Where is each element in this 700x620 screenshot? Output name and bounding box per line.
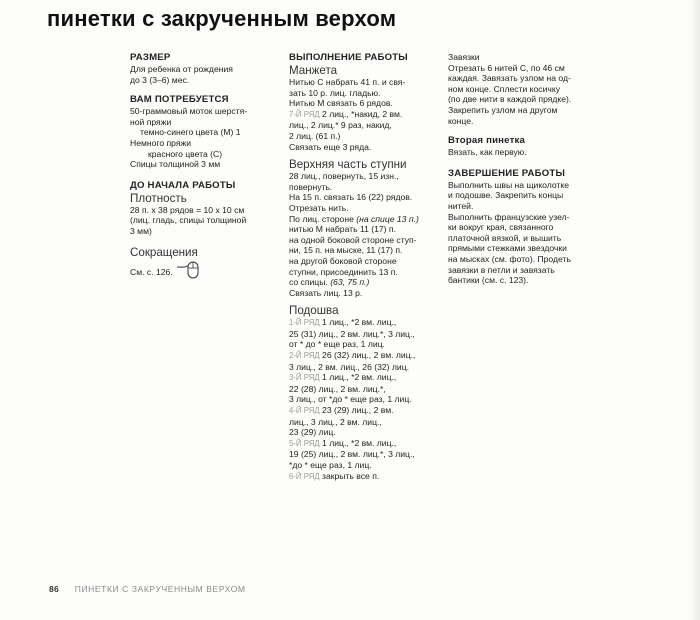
text: со спицы. — [289, 277, 331, 288]
row-text: 2 лиц., *накид, 2 вм. — [322, 108, 403, 119]
materials-line: Немного пряжи — [130, 137, 192, 148]
page-title: пинетки с закрученным верхом — [47, 6, 397, 31]
ties-line: каждая. Завязать узлом на од- — [448, 73, 571, 84]
cuff-line: Нитью С набрать 41 п. и свя- — [289, 77, 406, 87]
subheading-abbreviations: Сокращения — [130, 245, 198, 259]
density-line: 3 мм) — [130, 225, 152, 236]
materials-line: Спицы толщиной 3 мм — [130, 159, 221, 170]
finishing-line: нитей. — [448, 200, 474, 211]
sole-row-2 — [289, 350, 429, 362]
upper-foot-line: повернуть. — [289, 181, 333, 192]
heading-second-bootie: Вторая пинетка — [448, 135, 526, 147]
upper-foot-line: На 15 п. связать 16 (22) рядов. — [289, 192, 413, 203]
second-bootie-line: Вязать, как первую. — [448, 147, 527, 158]
finishing-line: платочной вязкой, и вышить — [448, 232, 562, 243]
row-text: закрыть все п. — [322, 470, 380, 481]
sole-row-5 — [289, 438, 429, 450]
heading-size: РАЗМЕР — [130, 52, 171, 63]
ties-line: Закрепить узлом на другом — [448, 104, 558, 115]
finishing-line: Выполнить французские узел- — [448, 211, 570, 222]
row-text: 23 (29) лиц., 2 вм. — [322, 405, 394, 416]
ties-line: (по две нити в каждой прядке). — [448, 94, 572, 105]
materials-line: красного цвета (С) — [148, 148, 223, 159]
heading-materials: ВАМ ПОТРЕБУЕТСЯ — [130, 94, 229, 106]
row-label: 6-Й РЯД — [289, 471, 320, 481]
density-line: 28 п. х 38 рядов = 10 х 10 см — [130, 204, 245, 215]
row-text: 1 лиц., *2 вм. лиц., — [322, 372, 397, 383]
row-text: 1 лиц., *2 вм. лиц., — [322, 317, 397, 328]
finishing-line: и подошве. Закрепить концы — [448, 190, 564, 201]
ties-line: ном конце. Сплести косичку — [448, 83, 561, 94]
column-instructions — [289, 52, 429, 482]
cuff-row-7 — [289, 109, 429, 121]
abbreviations-ref: См. с. 126. — [130, 266, 173, 277]
upper-foot-line — [289, 214, 429, 225]
sole-row-6 — [289, 471, 429, 483]
sole-row-4 — [289, 405, 429, 417]
sole-line: *до * еще раз, 1 лиц. — [289, 460, 372, 470]
row-label: 3-Й РЯД — [289, 373, 320, 383]
density-line: (лиц. гладь, спицы толщиной — [130, 215, 247, 226]
upper-foot-line — [289, 277, 429, 288]
sole-row-1 — [289, 317, 429, 329]
row-label: 4-Й РЯД — [289, 406, 320, 416]
upper-foot-line: Связать лиц. 13 р. — [289, 287, 363, 298]
subheading-cuff: Манжета — [289, 64, 338, 77]
cuff-line: лиц., 2 лиц.* 9 раз, накид, — [289, 120, 392, 131]
upper-foot-line: на одной боковой стороне ступ- — [289, 234, 417, 245]
cuff-line: зать 10 р. лиц. гладью. — [289, 87, 381, 98]
sole-line: 23 (29) лиц. — [289, 427, 336, 438]
materials-line: 50-граммовый моток шерстя- — [130, 106, 248, 117]
italic-note: (на спице 13 п.) — [356, 213, 419, 224]
row-label: 2-Й РЯД — [289, 351, 320, 361]
column-ties-finishing — [448, 52, 588, 286]
page-number: 86 — [49, 584, 60, 594]
upper-foot-line: 28 лиц., повернуть, 15 изн., — [289, 171, 399, 182]
finishing-line: бантики (см. с. 123). — [448, 275, 529, 286]
finishing-line: ки вокруг края, связанного — [448, 222, 554, 233]
abbreviations-line — [130, 259, 280, 284]
ties-title: Завязки — [448, 52, 480, 62]
page-edge-shadow — [690, 0, 700, 620]
sole-line: 3 лиц., 2 вм. лиц., 26 (32) лиц. — [289, 361, 410, 372]
sole-line: 19 (25) лиц., 2 вм. лиц.*, 3 лиц., — [289, 449, 415, 460]
row-text: 1 лиц., *2 вм. лиц., — [322, 437, 397, 448]
heading-work: ВЫПОЛНЕНИЕ РАБОТЫ — [289, 52, 408, 63]
materials-line: ной пряжи — [130, 116, 172, 127]
ties-line: Отрезать 6 нитей С, по 46 см — [448, 62, 565, 73]
subheading-density: Плотность — [130, 191, 187, 205]
finishing-line: завязки в петли и завязать — [448, 264, 555, 275]
row-label: 5-Й РЯД — [289, 438, 320, 448]
heading-finishing: ЗАВЕРШЕНИЕ РАБОТЫ — [448, 167, 566, 179]
size-line: Для ребенка от рождения — [130, 64, 233, 74]
sole-line: 3 лиц., от *до * еще раз, 1 лиц. — [289, 394, 412, 405]
sole-row-3 — [289, 372, 429, 384]
finishing-line: Выполнить швы на щиколотке — [448, 179, 570, 190]
subheading-upper-foot: Верхняя часть ступни — [289, 158, 407, 172]
row-text: 26 (32) лиц., 2 вм. лиц., — [322, 350, 416, 361]
mouse-cursor-icon — [177, 259, 203, 284]
upper-foot-line: ступни, присоединить 13 п. — [289, 266, 398, 277]
cuff-line: Нитью М связать 6 рядов. — [289, 98, 393, 109]
italic-note: (63, 75 п.) — [330, 277, 370, 288]
materials-line: темно-синего цвета (М) 1 — [140, 127, 241, 138]
upper-foot-line: Отрезать нить. — [289, 202, 349, 213]
text: По лиц. стороне — [289, 213, 357, 224]
sole-line: лиц., 3 лиц., 2 вм. лиц., — [289, 416, 382, 427]
upper-foot-line: ни, 15 п. на мыске, 11 (17) п. — [289, 245, 403, 256]
column-size-materials — [130, 52, 280, 283]
page-footer — [49, 584, 246, 594]
ties-line: конце. — [448, 115, 474, 126]
row-label: 7-Й РЯД — [289, 109, 320, 119]
row-label: 1-Й РЯД — [289, 318, 320, 328]
finishing-line: на мысках (см. фото). Продеть — [448, 253, 571, 264]
sole-line: от * до * еще раз, 1 лиц. — [289, 339, 385, 350]
finishing-line: прямыми стежками звездочки — [448, 243, 567, 254]
subheading-sole: Подошва — [289, 304, 339, 318]
cuff-line: Связать еще 3 ряда. — [289, 141, 372, 152]
cuff-line: 2 лиц. (61 п.) — [289, 130, 341, 141]
sole-line: 25 (31) лиц., 2 вм. лиц.*, 3 лиц., — [289, 328, 415, 339]
size-line: до 3 (3–6) мес. — [130, 74, 190, 85]
upper-foot-line: нитью М набрать 11 (17) п. — [289, 224, 396, 235]
sole-line: 22 (28) лиц., 2 вм. лиц.*, — [289, 383, 386, 394]
running-title: ПИНЕТКИ С ЗАКРУЧЕННЫМ ВЕРХОМ — [74, 584, 246, 594]
heading-before-start: ДО НАЧАЛА РАБОТЫ — [130, 179, 236, 191]
upper-foot-line: на другой боковой стороне — [289, 255, 397, 266]
